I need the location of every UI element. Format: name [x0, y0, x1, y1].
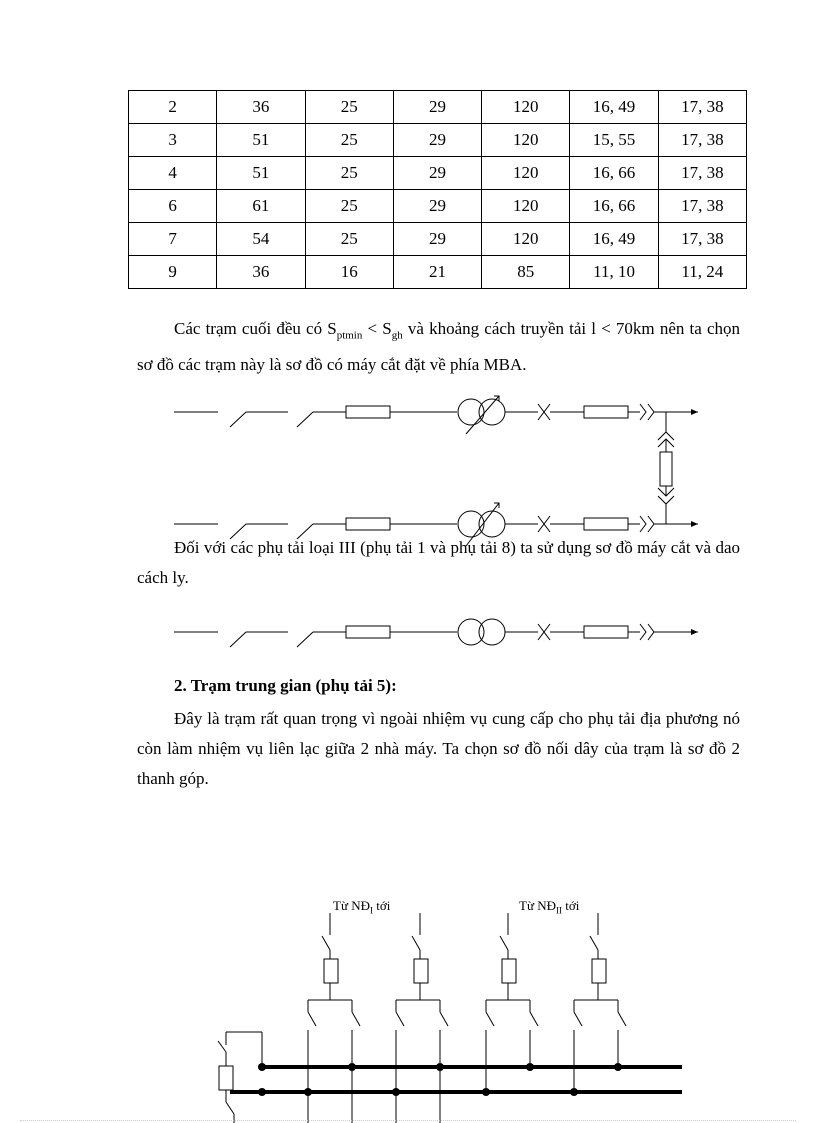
table-cell: 7 [129, 223, 217, 256]
table-cell: 29 [393, 157, 481, 190]
section-heading: 2. Trạm trung gian (phụ tải 5): [174, 676, 397, 695]
table-cell: 3 [129, 124, 217, 157]
source-label-2: Từ $NĐ_{II}$ tới [519, 898, 580, 916]
table-cell: 25 [305, 223, 393, 256]
table-cell: 120 [482, 223, 570, 256]
table-cell: 29 [393, 190, 481, 223]
table-cell: 11, 24 [658, 256, 746, 289]
diagram-load-type-3 [174, 619, 698, 647]
diagram-double-busbar [218, 913, 682, 1123]
table-cell: 85 [482, 256, 570, 289]
page-footer-rule [20, 1120, 796, 1121]
table-cell: 17, 38 [658, 91, 746, 124]
table-cell: 36 [217, 91, 305, 124]
table-cell: 120 [482, 91, 570, 124]
table-cell: 17, 38 [658, 223, 746, 256]
table-cell: 54 [217, 223, 305, 256]
table-cell: 25 [305, 190, 393, 223]
table-cell: 29 [393, 91, 481, 124]
table-cell: 16, 66 [570, 190, 658, 223]
table-cell: 17, 38 [658, 124, 746, 157]
table-cell: 16, 49 [570, 91, 658, 124]
table-cell: 9 [129, 256, 217, 289]
table-cell: 17, 38 [658, 157, 746, 190]
table-cell: 25 [305, 157, 393, 190]
table-cell: 36 [217, 256, 305, 289]
paragraph-load-type-3: Đối với các phụ tải loại III (phụ tải 1 và phụ tải 8) ta sử dụng sơ đồ máy cắt và dao cách ly. [137, 538, 740, 587]
table-cell: 120 [482, 124, 570, 157]
table-cell: 17, 38 [658, 190, 746, 223]
table-cell: 61 [217, 190, 305, 223]
paragraph-terminal-stations: Các trạm cuối đều có $S_{ptmin} < S_{gh}$ và khoảng cách truyền tải l < 70km nên ta chọn sơ đồ các trạm này là sơ đồ có máy cắt đặt về phía MBA. [137, 319, 740, 375]
paragraph-intermediate-station: Đây là trạm rất quan trọng vì ngoài nhiệm vụ cung cấp cho phụ tải địa phương nó còn làm nhiệm vụ liên lạc giữa 2 nhà máy. Ta chọn sơ đồ nối dây của trạm là sơ đồ 2 thanh góp. [137, 709, 740, 788]
table-cell: 6 [129, 190, 217, 223]
table-cell: 25 [305, 124, 393, 157]
table-cell: 16, 66 [570, 157, 658, 190]
table-cell: 21 [393, 256, 481, 289]
source-label-1: Từ $NĐ_I$ tới [333, 898, 391, 916]
table-cell: 2 [129, 91, 217, 124]
table-cell: 120 [482, 157, 570, 190]
table-cell: 51 [217, 124, 305, 157]
table-cell: 4 [129, 157, 217, 190]
table-cell: 16 [305, 256, 393, 289]
table-cell: 29 [393, 223, 481, 256]
table-cell: 25 [305, 91, 393, 124]
table-cell: 51 [217, 157, 305, 190]
table-cell: 29 [393, 124, 481, 157]
table-cell: 120 [482, 190, 570, 223]
table-cell: 16, 49 [570, 223, 658, 256]
diagram-terminal-station [174, 396, 698, 546]
table-cell: 15, 55 [570, 124, 658, 157]
table-cell: 11, 10 [570, 256, 658, 289]
